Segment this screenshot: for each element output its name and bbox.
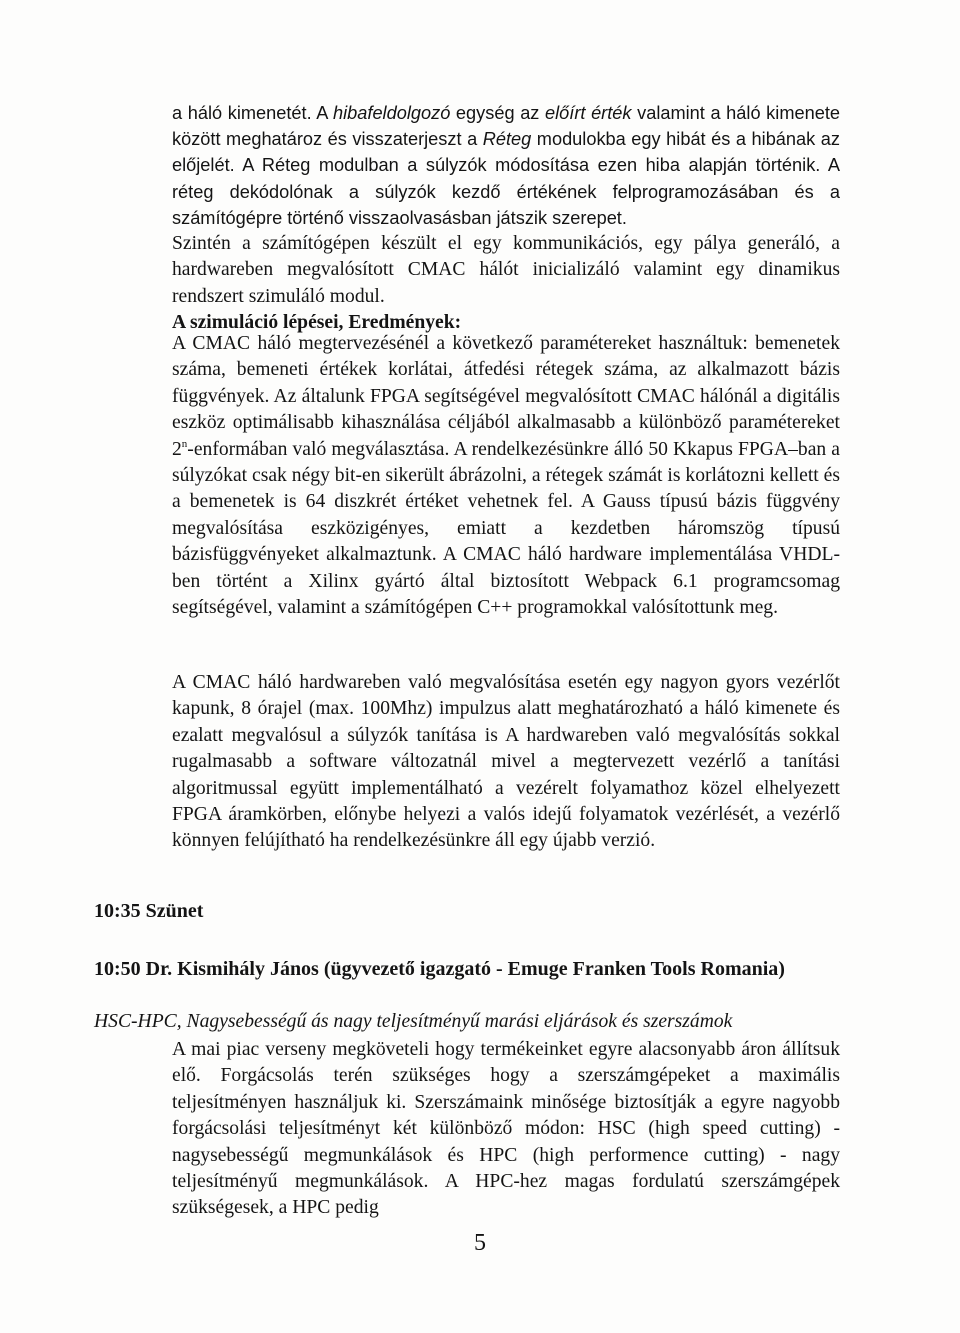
italic-term-error-unit: hibafeldolgozó bbox=[333, 103, 451, 123]
text-run: modulokba egy hibát és a hibának az előjelét. A Réteg modulban a súlyzók módosítása ezen hiba alapján történik. A réteg dekódolónak a súlyzók kezdő értékének felprogramozásában és a számítógépre történő visszaolvasásban játszik szerepet. bbox=[172, 129, 840, 228]
italic-term-target-value: előírt érték bbox=[545, 103, 632, 123]
text-run: a háló kimenetét. A bbox=[172, 103, 333, 123]
text-run: -enformában való megválasztása. A rendelkezésünkre álló 50 Kkapus FPGA–ban a súlyzókat csak négy bit-en sikerült ábrázolni, a rétegek számát is korlátozni kellett és a bemenetek is 64 diszkrét értéket vehetnek fel. A Gauss típusú bázis függvény megvalósítása eszközigényes, emiatt a kezdetben háromszög típusú bázisfüggvényeket alkalmaztunk. A CMAC háló hardware implementálása VHDL-ben történt a Xilinx gyártó által biztosított Webpack 6.1 programcsomag segítségével, valamint a számítógépen C++ programokkal valósítottunk meg. bbox=[172, 438, 840, 619]
section-heading-simulation-results: A szimuláció lépései, Eredmények: bbox=[172, 312, 462, 333]
schedule-break-entry: 10:35 Szünet bbox=[94, 900, 204, 922]
paragraph-modules: Szintén a számítógépen készült el egy kommunikációs, egy pálya generáló, a hardwareben megvalósított CMAC hálót inicializáló valamint egy dinamikus rendszert szimuláló modul. bbox=[172, 233, 840, 307]
superscript-n: n bbox=[181, 437, 188, 450]
paragraph-network-output bbox=[172, 100, 840, 231]
italic-term-layer: Réteg bbox=[482, 129, 532, 150]
talk-title: HSC-HPC, Nagysebességű ás nagy teljesítményű marási eljárások és szerszámok bbox=[94, 1011, 733, 1032]
paragraph-hardware-controller: A CMAC háló hardwareben való megvalósítása esetén egy nagyon gyors vezérlőt kapunk, 8 órajel (max. 100Mhz) impulzus alatt meghatározható a háló kimenete és ezalatt megvalósul a súlyzók tanítása is A hardwareben való megvalósítás sokkal rugalmasabb a software változatnál mivel a megtervezett vezérlő a tanítási algoritmussal együtt implementálható a vezérelt folyamathoz közel elhelyezett FPGA áramkörben, előnybe helyezi a valós idejű folyamatok vezérlését, a vezérlő könnyen felújítható ha rendelkezésünkre áll egy újabb verzió. bbox=[172, 672, 840, 852]
page-number: 5 bbox=[474, 1230, 486, 1256]
paragraph-hsc-hpc: A mai piac verseny megköveteli hogy termékeinket egyre alacsonyabb áron állítsuk elő. Forgácsolás terén szükséges hogy a szerszámgépeket a maximális teljesítményen használjuk ki. Szerszámaink minősége biztosítják a egyre nagyobb forgácsolási teljesítményt két különböző módon: HSC (high speed cutting) - nagysebességű megmunkálások és HPC (high performence cutting) - nagy teljesítményű megmunkálások. A HPC-hez magas fordulatú szerszámgépek szükségesek, a HPC pedig bbox=[172, 1039, 840, 1219]
paragraph-cmac-design bbox=[172, 331, 840, 621]
schedule-speaker-entry: 10:50 Dr. Kismihály János (ügyvezető igazgató - Emuge Franken Tools Romania) bbox=[94, 958, 785, 980]
text-run: valamint a háló kimenete között meghatároz és visszaterjeszt a bbox=[172, 103, 840, 150]
text-run: egység az bbox=[450, 103, 546, 123]
text-run: A CMAC háló megtervezésénél a következő paramétereket használtuk: bemenetek száma, bemeneti értékek korlátai, átfedési rétegek száma, az alkalmazott bázis függvények. Az általunk FPGA segítségével megvalósított CMAC hálónál a digitális eszköz optimálisabb kihasználása céljából alkalmasabb a különböző paramétereket 2 bbox=[172, 333, 840, 460]
